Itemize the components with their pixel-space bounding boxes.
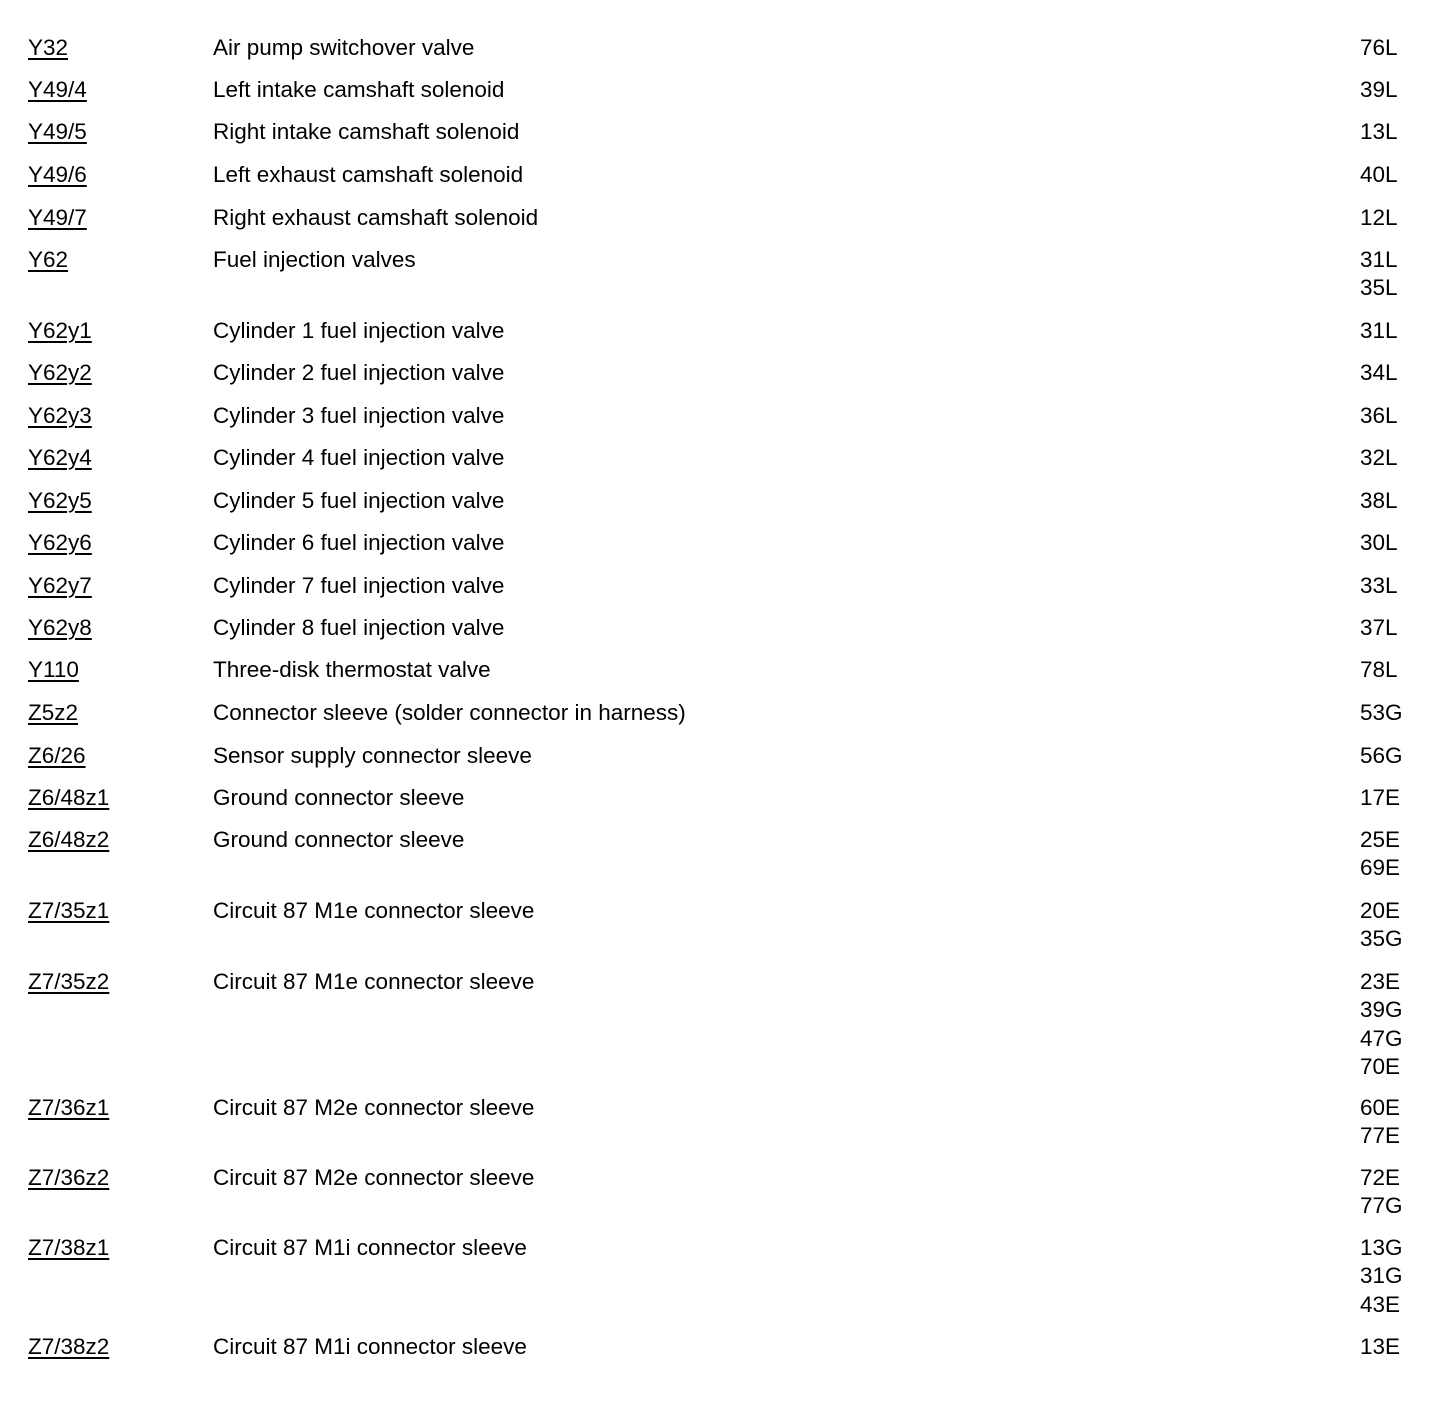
- grid-location-list: [1360, 742, 1440, 770]
- grid-location: 36L: [1360, 403, 1398, 428]
- grid-location: 33L: [1360, 573, 1398, 598]
- grid-location: 13E: [1360, 1334, 1401, 1359]
- component-code-link[interactable]: Y62y1: [28, 318, 92, 343]
- component-code-link[interactable]: Z7/36z1: [28, 1095, 110, 1120]
- component-description: Cylinder 7 fuel injection valve: [213, 573, 505, 598]
- grid-location: 31L: [1360, 318, 1398, 343]
- component-description: Circuit 87 M2e connector sleeve: [213, 1095, 535, 1120]
- grid-location-list: [1360, 1333, 1440, 1361]
- component-code-link[interactable]: Z6/48z1: [28, 785, 110, 810]
- grid-location: 13L: [1360, 119, 1398, 144]
- grid-location: 47G: [1360, 1025, 1403, 1051]
- component-description: Circuit 87 M1i connector sleeve: [213, 1235, 527, 1260]
- grid-location: 12L: [1360, 205, 1398, 230]
- component-description: Right intake camshaft solenoid: [213, 119, 520, 144]
- component-description: Cylinder 3 fuel injection valve: [213, 403, 505, 428]
- grid-location: 69E: [1360, 855, 1401, 881]
- grid-location: 32L: [1360, 445, 1398, 470]
- grid-location: 30L: [1360, 530, 1398, 555]
- component-code-link[interactable]: Y49/6: [28, 162, 87, 187]
- grid-location: 25E: [1360, 827, 1401, 852]
- grid-location-list: [1360, 161, 1440, 189]
- grid-location: 78L: [1360, 657, 1398, 682]
- grid-location: 70E: [1360, 1053, 1401, 1079]
- component-description: Ground connector sleeve: [213, 827, 465, 852]
- component-description: Cylinder 1 fuel injection valve: [213, 318, 505, 343]
- grid-location: 39L: [1360, 77, 1398, 102]
- component-code-link[interactable]: Z7/38z1: [28, 1235, 110, 1260]
- component-code-link[interactable]: Y49/4: [28, 77, 87, 102]
- component-description: Left exhaust camshaft solenoid: [213, 162, 524, 187]
- grid-location: 31L: [1360, 247, 1398, 272]
- grid-location: 23E: [1360, 969, 1401, 994]
- grid-location-list: [1360, 529, 1440, 557]
- grid-location: 60E: [1360, 1095, 1401, 1120]
- component-description: Cylinder 6 fuel injection valve: [213, 530, 505, 555]
- component-code-link[interactable]: Z7/35z1: [28, 898, 110, 923]
- component-code-link[interactable]: Y110: [28, 657, 79, 682]
- component-description: Connector sleeve (solder connector in harness): [213, 700, 686, 725]
- component-description: Cylinder 4 fuel injection valve: [213, 445, 505, 470]
- component-code-link[interactable]: Z5z2: [28, 700, 79, 725]
- grid-location: 35L: [1360, 275, 1398, 301]
- component-description: Cylinder 8 fuel injection valve: [213, 615, 505, 640]
- grid-location: 76L: [1360, 35, 1398, 60]
- component-description: Circuit 87 M2e connector sleeve: [213, 1165, 535, 1190]
- component-code-link[interactable]: Z7/36z2: [28, 1165, 110, 1190]
- grid-location: 20E: [1360, 898, 1401, 923]
- grid-location-list: [1360, 656, 1440, 684]
- grid-location-list: [1360, 317, 1440, 345]
- component-code-link[interactable]: Y49/5: [28, 119, 87, 144]
- grid-location-list: [1360, 444, 1440, 472]
- grid-location: 56G: [1360, 743, 1403, 768]
- component-code-link[interactable]: Y62y2: [28, 360, 92, 385]
- grid-location-list: [1360, 784, 1440, 812]
- grid-location: 77G: [1360, 1193, 1403, 1219]
- component-description: Circuit 87 M1e connector sleeve: [213, 898, 535, 923]
- grid-location-list: [1360, 1164, 1440, 1221]
- component-description: Fuel injection valves: [213, 247, 416, 272]
- component-code-link[interactable]: Z6/26: [28, 743, 86, 768]
- grid-location-list: [1360, 487, 1440, 515]
- grid-location-list: [1360, 204, 1440, 232]
- grid-location-list: [1360, 359, 1440, 387]
- component-description: Circuit 87 M1e connector sleeve: [213, 969, 535, 994]
- grid-location: 13G: [1360, 1235, 1403, 1260]
- grid-location: 40L: [1360, 162, 1398, 187]
- component-code-link[interactable]: Y62y4: [28, 445, 92, 470]
- component-code-link[interactable]: Y49/7: [28, 205, 87, 230]
- grid-location: 72E: [1360, 1165, 1401, 1190]
- grid-location: 53G: [1360, 700, 1403, 725]
- component-code-link[interactable]: Y62y3: [28, 403, 92, 428]
- grid-location-list: [1360, 402, 1440, 430]
- component-code-link[interactable]: Y62y5: [28, 488, 92, 513]
- grid-location: 43E: [1360, 1291, 1401, 1317]
- component-description: Three-disk thermostat valve: [213, 657, 491, 682]
- grid-location-list: [1360, 826, 1440, 883]
- grid-location-list: [1360, 1234, 1440, 1319]
- component-description: Air pump switchover valve: [213, 35, 475, 60]
- component-code-link[interactable]: Y62y6: [28, 530, 92, 555]
- component-description: Ground connector sleeve: [213, 785, 465, 810]
- component-description: Right exhaust camshaft solenoid: [213, 205, 539, 230]
- grid-location-list: [1360, 1094, 1440, 1151]
- component-code-link[interactable]: Y32: [28, 35, 69, 60]
- component-code-link[interactable]: Z7/38z2: [28, 1334, 110, 1359]
- grid-location-list: [1360, 614, 1440, 642]
- component-code-link[interactable]: Z7/35z2: [28, 969, 110, 994]
- grid-location: 17E: [1360, 785, 1401, 810]
- component-code-link[interactable]: Y62y7: [28, 573, 92, 598]
- component-description: Circuit 87 M1i connector sleeve: [213, 1334, 527, 1359]
- grid-location-list: [1360, 897, 1440, 954]
- grid-location: 37L: [1360, 615, 1398, 640]
- component-description: Cylinder 5 fuel injection valve: [213, 488, 505, 513]
- grid-location-list: [1360, 246, 1440, 303]
- grid-location-list: [1360, 76, 1440, 104]
- component-code-link[interactable]: Y62: [28, 247, 69, 272]
- component-description: Left intake camshaft solenoid: [213, 77, 505, 102]
- grid-location-list: [1360, 699, 1440, 727]
- grid-location: 39G: [1360, 997, 1403, 1023]
- grid-location: 38L: [1360, 488, 1398, 513]
- grid-location-list: [1360, 34, 1440, 62]
- component-code-link[interactable]: Z6/48z2: [28, 827, 110, 852]
- grid-location: 34L: [1360, 360, 1398, 385]
- component-description: Sensor supply connector sleeve: [213, 743, 532, 768]
- grid-location-list: [1360, 572, 1440, 600]
- grid-location-list: [1360, 968, 1440, 1081]
- component-description: Cylinder 2 fuel injection valve: [213, 360, 505, 385]
- grid-location: 31G: [1360, 1263, 1403, 1289]
- component-code-link[interactable]: Y62y8: [28, 615, 92, 640]
- grid-location: 77E: [1360, 1123, 1401, 1149]
- grid-location: 35G: [1360, 926, 1403, 952]
- grid-location-list: [1360, 118, 1440, 146]
